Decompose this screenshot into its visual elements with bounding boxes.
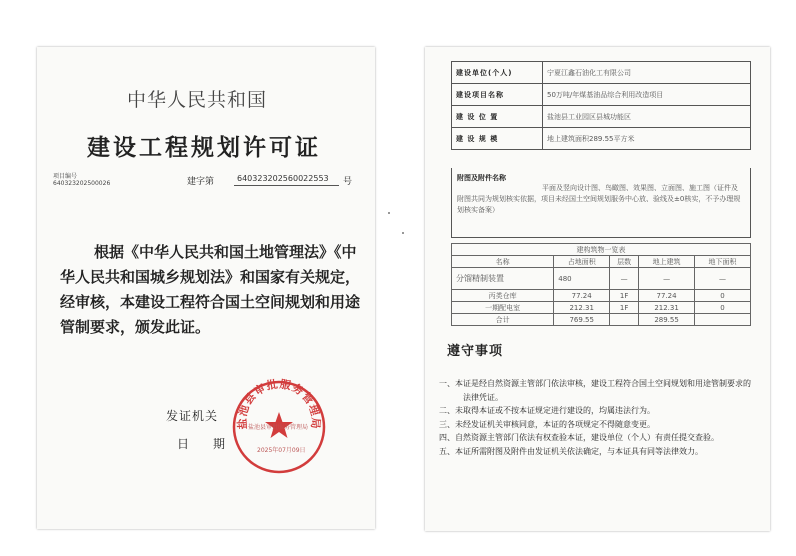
certificate-front-page	[37, 47, 375, 529]
building-table-caption: 建构筑物一览表	[452, 244, 751, 256]
notice-item: 一、本证是经自然资源主管部门依法审核，建设工程符合国土空间规划和用途管制要求的法律凭证。	[439, 379, 751, 402]
column-header: 名称	[452, 256, 554, 268]
certificate-number-label: 建字第	[187, 177, 215, 187]
certificate-number-suffix: 号	[343, 177, 353, 187]
table-cell: 0	[695, 302, 751, 314]
table-row	[452, 128, 751, 150]
table-cell: 212.31	[639, 302, 695, 314]
seal-arc-text: 盐池县审批服务管理局	[235, 377, 323, 431]
table-row	[452, 268, 751, 290]
seal-date-text: 2025年07月09日	[257, 447, 306, 454]
certificate-number-value: 640323202560022553	[237, 174, 329, 183]
column-header: 占地面积	[554, 256, 610, 268]
column-header: 地上建筑	[639, 256, 695, 268]
table-caption-row	[452, 244, 751, 256]
table-cell: 77.24	[554, 290, 610, 302]
info-value: 地上建筑面积289.55平方米	[543, 128, 751, 150]
table-cell	[695, 314, 751, 326]
project-number-label: 项目编号	[53, 173, 78, 180]
table-cell: 0	[695, 290, 751, 302]
table-cell: 212.31	[554, 302, 610, 314]
info-label: 建设单位(个人)	[452, 62, 543, 84]
column-header: 地下面积	[695, 256, 751, 268]
table-cell: —	[695, 268, 751, 290]
table-cell: 1F	[610, 290, 639, 302]
table-cell: 1F	[610, 302, 639, 314]
table-cell: 合计	[452, 314, 554, 326]
table-cell: 480	[554, 268, 610, 290]
info-value: 50万吨/年煤基油品综合利用改造项目	[543, 84, 751, 106]
separator-dot	[388, 212, 390, 214]
attachment-text: 平面及竖向设计图、鸟瞰图、效果图、立面图、施工图（证件及附图共同为规划核实依据，项目未经国土空间规划服务中心放、验线及±0核实，不予办理规划核实备案）	[457, 184, 741, 214]
building-list-table	[451, 243, 751, 326]
attachment-box	[451, 168, 751, 238]
info-label: 建 设 位 置	[452, 106, 543, 128]
info-label: 建 设 规 模	[452, 128, 543, 150]
notice-item: 三、未经发证机关审核同意，本证的各项规定不得随意变更。	[439, 419, 655, 429]
table-row	[452, 62, 751, 84]
table-cell: 769.55	[554, 314, 610, 326]
info-label: 建设项目名称	[452, 84, 543, 106]
attachment-label: 附图及附件名称	[457, 174, 506, 182]
seal-inner-text: 盐池县审批服务管理局	[248, 424, 309, 431]
issue-date-label: 日期	[177, 437, 250, 451]
project-info-table	[451, 61, 751, 150]
notice-item: 二、未取得本证或不按本证规定进行建设的，均属违法行为。	[439, 406, 655, 415]
table-row	[452, 290, 751, 302]
notice-item: 四、自然资源主管部门依法有权查验本证，建设单位（个人）有责任提交查验。	[439, 433, 719, 442]
notice-item: 五、本证所需附图及附件由发证机关依法确定，与本证具有同等法律效力。	[439, 446, 703, 456]
table-cell: 77.24	[639, 290, 695, 302]
certificate-title: 建设工程规划许可证	[87, 135, 321, 161]
certificate-back-page	[425, 47, 770, 531]
table-row	[452, 302, 751, 314]
project-number-value: 640323202500026	[53, 180, 111, 187]
certificate-number-underline	[234, 185, 339, 186]
separator-dot	[402, 232, 404, 234]
table-cell: 丙类仓库	[452, 290, 554, 302]
column-header: 层数	[610, 256, 639, 268]
table-row	[452, 106, 751, 128]
table-cell: 289.55	[639, 314, 695, 326]
info-value: 盐池县工业园区县城功能区	[543, 106, 751, 128]
table-cell: —	[639, 268, 695, 290]
table-cell: 分馏精制装置	[452, 268, 554, 290]
issuing-authority-label: 发证机关	[166, 409, 219, 423]
info-value: 宁夏江鑫石油化工有限公司	[543, 62, 751, 84]
notice-heading: 遵守事项	[447, 344, 504, 359]
table-cell: —	[610, 268, 639, 290]
table-row	[452, 84, 751, 106]
table-row	[452, 314, 751, 326]
table-cell: 一期配电室	[452, 302, 554, 314]
notice-list	[439, 377, 754, 458]
table-cell	[610, 314, 639, 326]
country-heading: 中华人民共和国	[127, 89, 268, 111]
table-header-row	[452, 256, 751, 268]
certificate-body-text: 根据《中华人民共和国土地管理法》《中华人民共和国城乡规划法》和国家有关规定，经审核，本建设工程符合国土空间规划和用途管制要求，颁发此证。	[60, 243, 361, 336]
